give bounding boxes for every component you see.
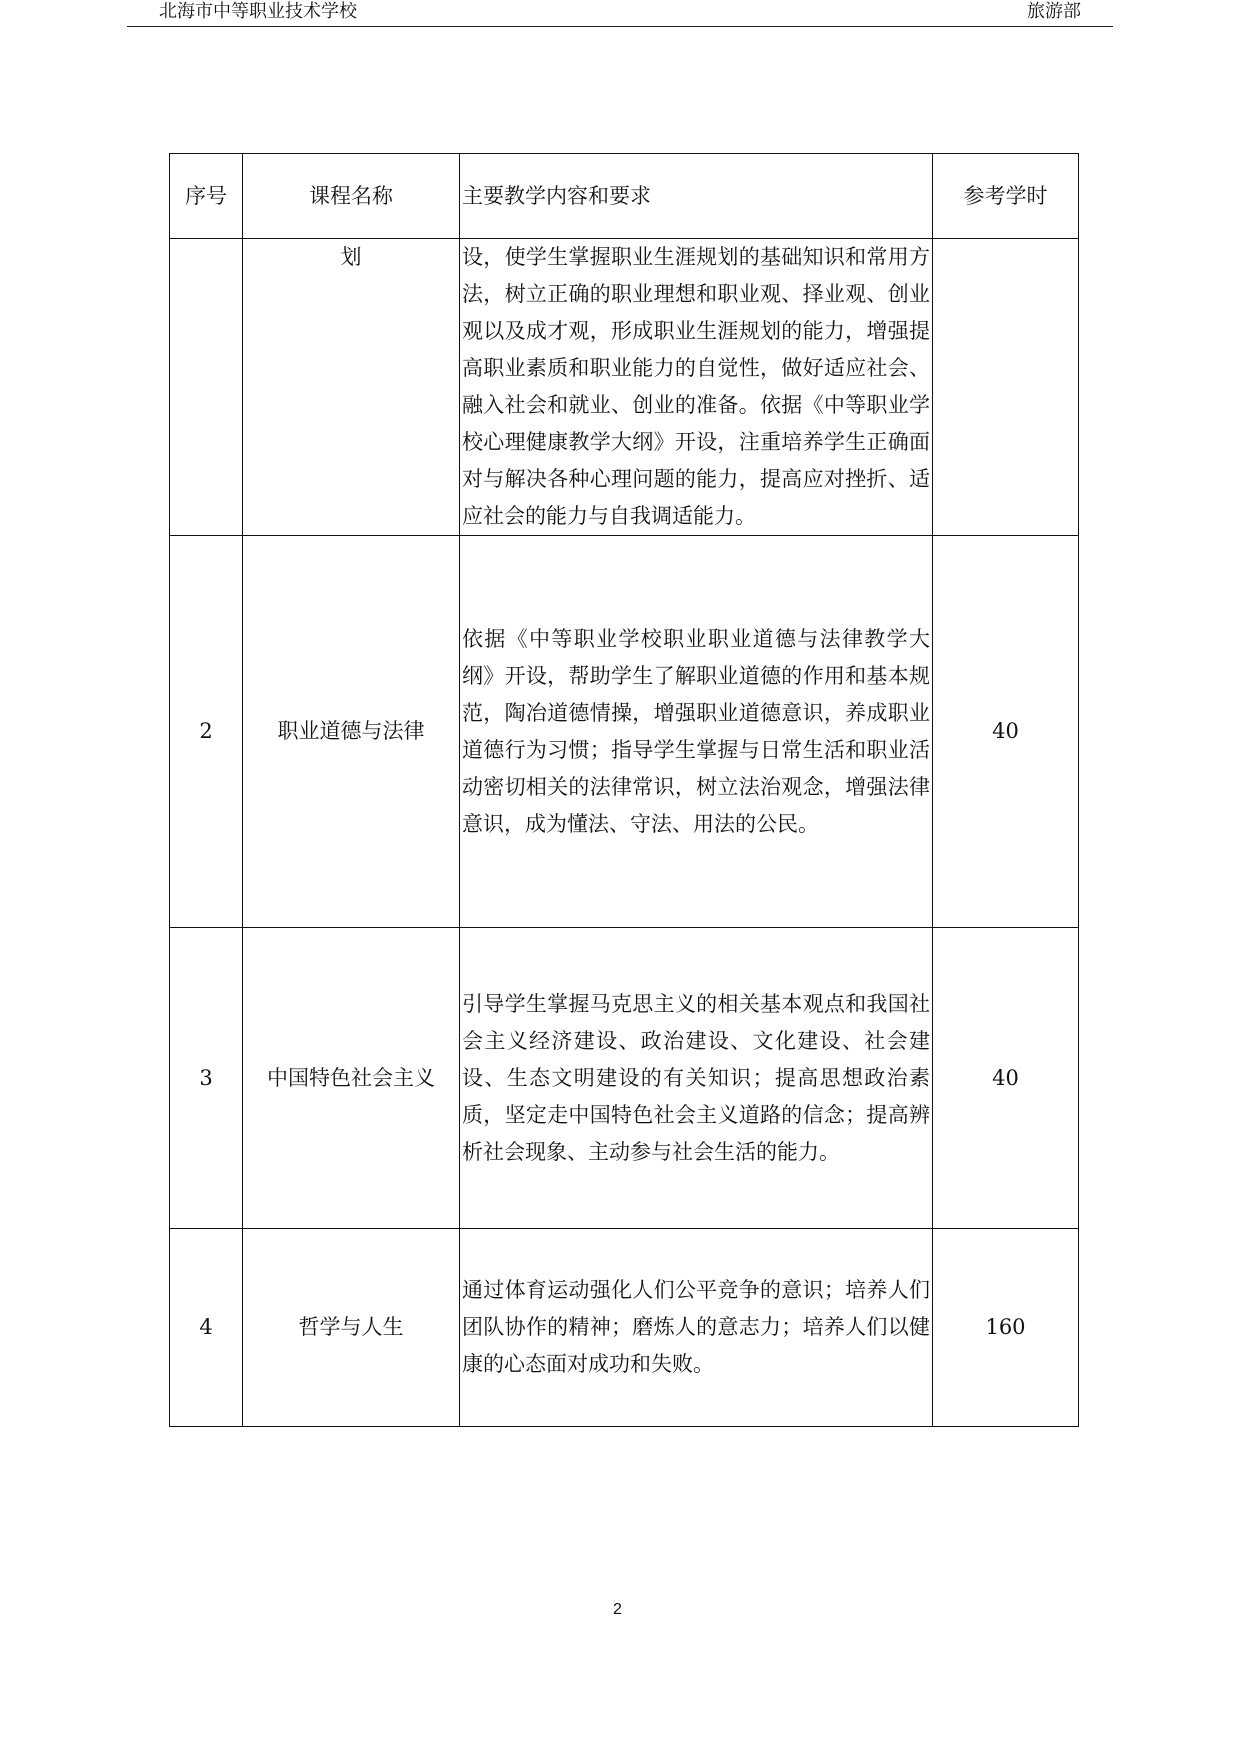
header-cell-content: 主要教学内容和要求 [460,154,933,239]
school-name: 北海市中等职业技术学校 [159,1,357,22]
row-hours: 160 [933,1229,1079,1427]
page-number: 2 [613,1601,622,1618]
row-number [170,239,243,536]
table-row [170,1229,1079,1427]
row-course-name: 哲学与人生 [243,1229,460,1427]
table-row [170,536,1079,928]
row-content: 引导学生掌握马克思主义的相关基本观点和我国社会主义经济建设、政治建设、文化建设、社会建设、生态文明建设的有关知识；提高思想政治素质，坚定走中国特色社会主义道路的信念；提高辨析社会现象、主动参与社会生活的能力。 [460,928,933,1229]
row-course-name: 中国特色社会主义 [243,928,460,1229]
row-number: 4 [170,1229,243,1427]
row-hours: 40 [933,536,1079,928]
row-content: 设，使学生掌握职业生涯规划的基础知识和常用方法，树立正确的职业理想和职业观、择业观、创业观以及成才观，形成职业生涯规划的能力，增强提高职业素质和职业能力的自觉性，做好适应社会、融入社会和就业、创业的准备。依据《中等职业学校心理健康教学大纲》开设，注重培养学生正确面对与解决各种心理问题的能力，提高应对挫折、适应社会的能力与自我调适能力。 [460,239,933,536]
header-cell-number: 序号 [170,154,243,239]
table-row [170,928,1079,1229]
table-header-row [170,154,1079,239]
row-course-name: 划 [243,239,460,536]
row-hours [933,239,1079,536]
header-cell-course-name: 课程名称 [243,154,460,239]
row-content: 通过体育运动强化人们公平竞争的意识；培养人们团队协作的精神；磨炼人的意志力；培养人们以健康的心态面对成功和失败。 [460,1229,933,1427]
row-content: 依据《中等职业学校职业职业道德与法律教学大纲》开设，帮助学生了解职业道德的作用和基本规范，陶冶道德情操，增强职业道德意识，养成职业道德行为习惯；指导学生掌握与日常生活和职业活动密切相关的法律常识，树立法治观念，增强法律意识，成为懂法、守法、用法的公民。 [460,536,933,928]
department-name: 旅游部 [1027,1,1081,22]
row-course-name: 职业道德与法律 [243,536,460,928]
row-number: 2 [170,536,243,928]
table-row [170,239,1079,536]
header-cell-hours: 参考学时 [933,154,1079,239]
course-table [169,153,1079,1427]
row-number: 3 [170,928,243,1229]
page-header [127,0,1113,27]
row-hours: 40 [933,928,1079,1229]
